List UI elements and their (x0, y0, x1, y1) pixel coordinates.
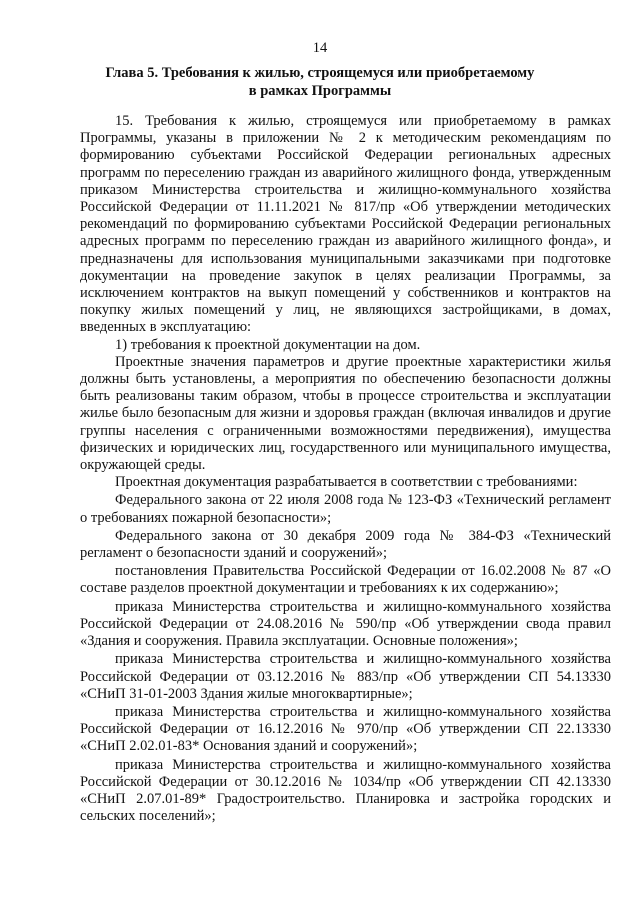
paragraph-15-housing-requirements: 15. Требования к жилью, строящемуся или приобретаемому в рамках Программы, указаны в приложении № 2 к методическим рекомендациям по формированию субъектами Российской Федерации региональных адресных программ по переселению граждан из аварийного жилищного фонда, утвержденным приказом Министерства строительства и жилищно-коммунального хозяйства Российской Федерации от 11.11.2021 № 817/пр «Об утверждении методических рекомендаций по формированию субъектами Российской Федерации региональных адресных программ по переселению граждан из аварийного жилищного фонда», и предназначены для использования муниципальными заказчиками при подготовке документации на проведение закупок в целях реализации Программы, за исключением контрактов на выкуп помещений у собственников и контрактов на покупку жилых помещений у лиц, не являющихся застройщиками, в домах, введенных в эксплуатацию: (80, 113, 611, 336)
list-item-order-970: приказа Министерства строительства и жилищно-коммунального хозяйства Российской Федерации от 16.12.2016 № 970/пр «Об утверждении СП 22.13330 «СНиП 2.02.01-83* Основания зданий и сооружений»; (80, 703, 611, 755)
list-item-order-1034: приказа Министерства строительства и жилищно-коммунального хозяйства Российской Федерации от 30.12.2016 № 1034/пр «Об утверждении СП 42.13330 «СНиП 2.07.01-89* Градостроительство. Планировка и застройка городских и сельских поселений»; (80, 756, 611, 825)
list-item-fz-384: Федерального закона от 30 декабря 2009 года № 384-ФЗ «Технический регламент о безопасности зданий и сооружений»; (80, 527, 611, 562)
paragraph-documentation-basis: Проектная документация разрабатывается в соответствии с требованиями: (115, 474, 578, 491)
chapter-heading-line-1: Глава 5. Требования к жилью, строящемуся или приобретаемому (105, 65, 535, 81)
page-number: 14 (312, 40, 328, 56)
chapter-heading-line-2: в рамках Программы (248, 82, 392, 99)
chapter-heading (72, 65, 568, 100)
body-text (80, 113, 611, 825)
list-item-order-590: приказа Министерства строительства и жилищно-коммунального хозяйства Российской Федерации от 24.08.2016 № 590/пр «Об утверждении свода правил «Здания и сооружения. Правила эксплуатации. Основные положения»; (80, 598, 611, 650)
paragraph-design-parameters: Проектные значения параметров и другие проектные характеристики жилья должны быть установлены, а мероприятия по обеспечению безопасности должны быть реализованы таким образом, чтобы в процессе строительства и эксплуатации жилье было безопасным для жизни и здоровья граждан (включая инвалидов и другие группы населения с ограниченными возможностями передвижения), имущества физических и юридических лиц, государственного или муниципального имущества, окружающей среды. (80, 353, 611, 474)
list-item-fz-123: Федерального закона от 22 июля 2008 года № 123-ФЗ «Технический регламент о требованиях пожарной безопасности»; (80, 492, 611, 526)
paragraph-project-documentation-requirements: 1) требования к проектной документации на дом. (115, 336, 421, 353)
list-item-resolution-87: постановления Правительства Российской Федерации от 16.02.2008 № 87 «О составе разделов проектной документации и требованиях к их содержанию»; (80, 563, 611, 597)
list-item-order-883: приказа Министерства строительства и жилищно-коммунального хозяйства Российской Федерации от 03.12.2016 № 883/пр «Об утверждении СП 54.13330 «СНиП 31-01-2003 Здания жилые многоквартирные»; (80, 651, 611, 702)
